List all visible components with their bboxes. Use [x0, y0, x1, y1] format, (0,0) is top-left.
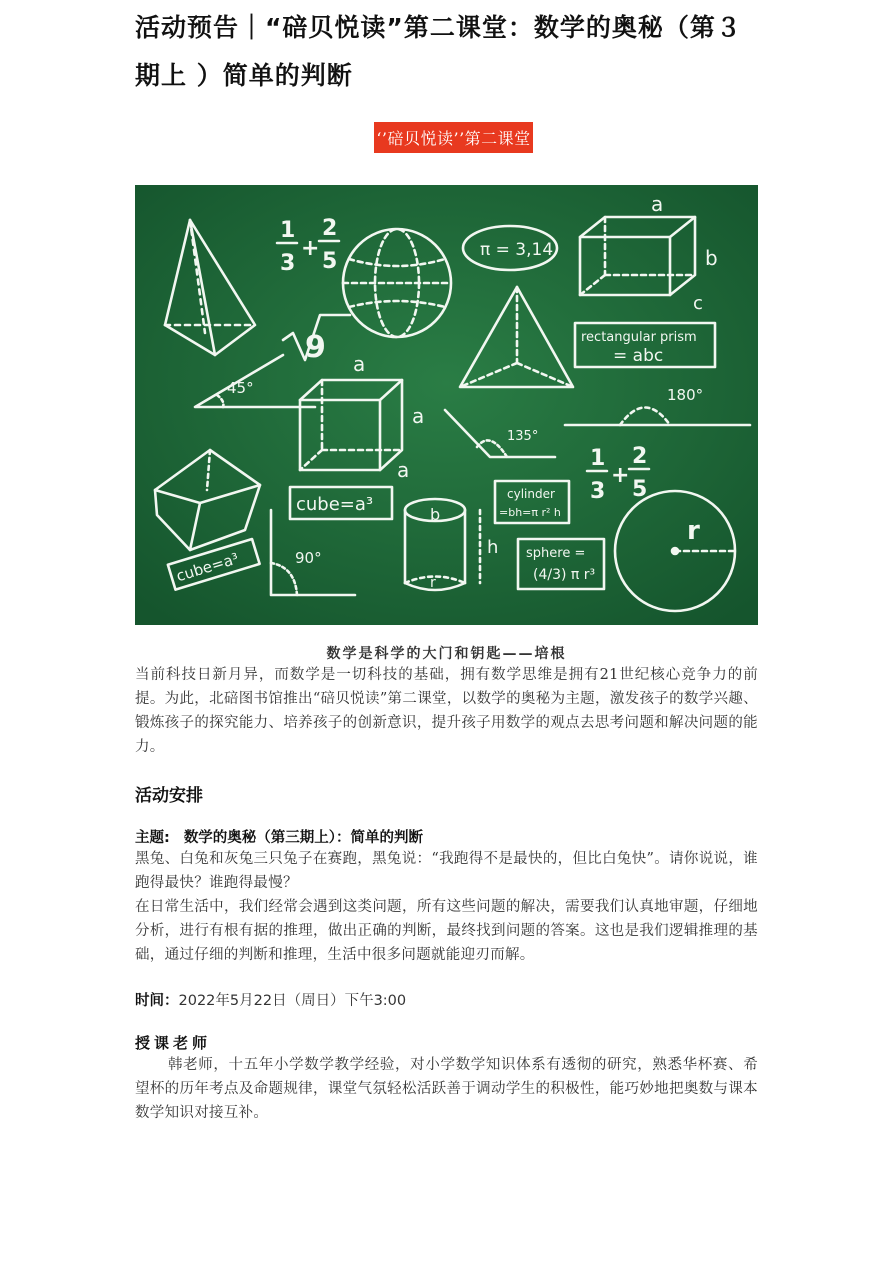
- svg-text:a: a: [353, 352, 366, 376]
- svg-text:a: a: [397, 458, 410, 482]
- article: [135, 0, 758, 1125]
- svg-text:5: 5: [632, 477, 648, 502]
- svg-text:b: b: [705, 246, 718, 270]
- svg-text:1: 1: [590, 446, 606, 471]
- svg-text:(4/3) π r³: (4/3) π r³: [533, 567, 596, 583]
- svg-text:+: +: [611, 463, 630, 488]
- article-title: 活动预告｜“碚贝悦读”第二课堂：数学的奥秘（第３期上 ）简单的判断: [135, 13, 742, 90]
- svg-text:135°: 135°: [507, 429, 539, 444]
- theme-line: [135, 826, 758, 847]
- svg-text:r: r: [687, 516, 700, 546]
- svg-text:2: 2: [322, 216, 338, 241]
- explanation-paragraph: 在日常生活中，我们经常会遇到这类问题，所有这些问题的解决，需要我们认真地审题，仔细地分析，进行有根有据的推理，做出正确的判断，最终找到问题的答案。这也是我们逻辑推理的基础，通过仔细的判断和推理，生活中很多问题就能迎刃而解。: [135, 899, 758, 963]
- teacher-heading: 授课老师: [135, 1034, 212, 1052]
- svg-text:cube=a³: cube=a³: [174, 549, 241, 586]
- svg-text:a: a: [412, 404, 425, 428]
- svg-text:90°: 90°: [295, 549, 322, 567]
- svg-text:=bh=π r² h: =bh=π r² h: [499, 506, 561, 519]
- chalkboard-image: [135, 185, 758, 625]
- section-banner: ‘’碚贝悦读’’第二课堂: [374, 122, 532, 153]
- svg-text:a: a: [651, 192, 664, 216]
- svg-text:3: 3: [590, 479, 606, 504]
- svg-text:45°: 45°: [227, 379, 254, 397]
- svg-text:= abc: = abc: [613, 346, 664, 366]
- schedule-heading: 活动安排: [135, 786, 203, 806]
- svg-text:2: 2: [632, 444, 648, 469]
- svg-text:b: b: [430, 505, 441, 524]
- svg-text:cylinder: cylinder: [507, 487, 555, 501]
- svg-text:9: 9: [305, 330, 326, 365]
- svg-text:r: r: [430, 575, 436, 591]
- svg-text:180°: 180°: [667, 386, 704, 404]
- svg-text:h: h: [487, 537, 499, 558]
- banner-wrap: [135, 122, 758, 153]
- svg-text:π = 3,14: π = 3,14: [480, 240, 554, 260]
- svg-text:5: 5: [322, 249, 338, 274]
- svg-text:rectangular prism: rectangular prism: [581, 330, 697, 345]
- svg-text:3: 3: [280, 251, 296, 276]
- svg-text:1: 1: [280, 218, 296, 243]
- time-line: [135, 989, 758, 1010]
- svg-text:sphere =: sphere =: [526, 546, 586, 561]
- svg-text:+: +: [301, 236, 320, 261]
- intro-paragraph: 当前科技日新月异，而数学是一切科技的基础，拥有数学思维是拥有21世纪核心竞争力的前提。为此，北碚图书馆推出“碚贝悦读”第二课堂，以数学的奥秘为主题，激发孩子的数学兴趣、锻炼孩子的探究能力、培养孩子的创新意识，提升孩子用数学的观点去思考问题和解决问题的能力。: [135, 667, 758, 755]
- time-value: 2022年5月22日（周日）下午3:00: [178, 993, 407, 1009]
- teacher-paragraph: 韩老师，十五年小学数学教学经验，对小学数学知识体系有透彻的研究，熟悉华杯赛、希望杯的历年考点及命题规律，课堂气氛轻松活跃善于调动学生的积极性，能巧妙地把奥数与课本数学知识对接互补。: [135, 1057, 758, 1121]
- image-caption: 数学是科学的大门和钥匙——培根: [326, 646, 567, 662]
- theme-label: 主题:: [135, 830, 170, 846]
- svg-text:cube=a³: cube=a³: [296, 494, 374, 515]
- theme-value: 数学的奥秘（第三期上）：简单的判断: [183, 830, 424, 846]
- time-label: 时间：: [135, 993, 179, 1009]
- riddle-paragraph: 黑兔、白兔和灰兔三只兔子在赛跑，黑兔说：“我跑得不是最快的，但比白兔快”。请你说说，谁跑得最快？谁跑得最慢？: [135, 851, 758, 891]
- svg-text:c: c: [693, 293, 703, 314]
